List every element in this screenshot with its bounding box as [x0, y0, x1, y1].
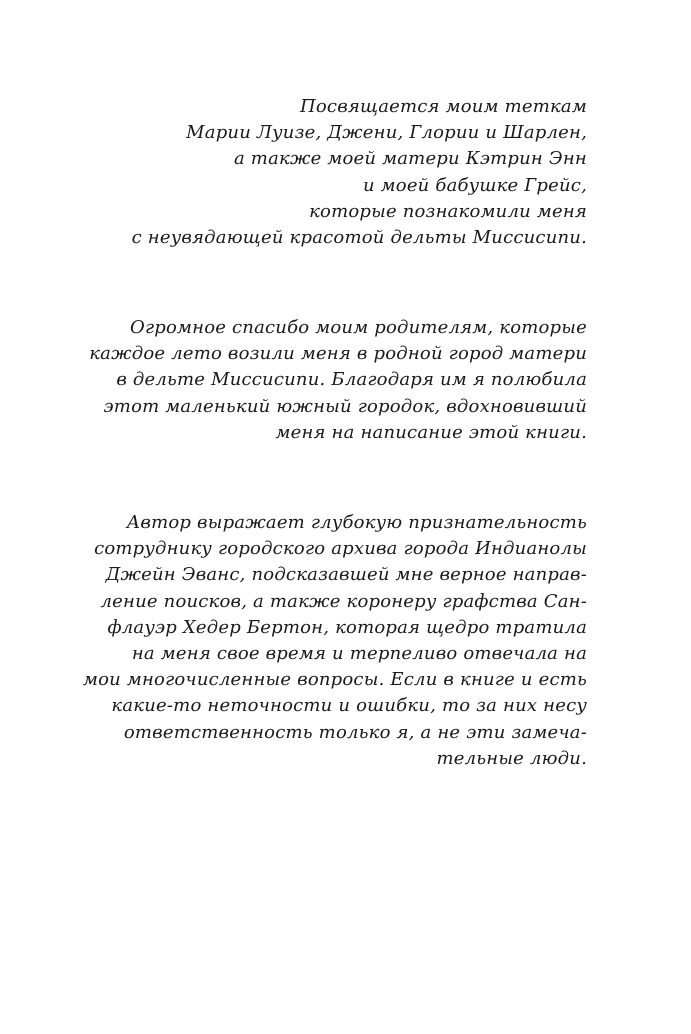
archive-acknowledgment-line: сотруднику городского архива города Индианолы	[94, 538, 587, 560]
parents-acknowledgment-line: в дельте Миссисипи. Благодаря им я полюбила	[116, 369, 587, 391]
parents-acknowledgment-line: этот маленький южный городок, вдохновивший	[103, 395, 587, 417]
parents-acknowledgment-line: каждое лето возили меня в родной город матери	[89, 343, 587, 365]
archive-acknowledgment-line: Джейн Эванс, подсказавшей мне верное направ-	[105, 564, 587, 586]
archive-acknowledgment-line: Автор выражает глубокую признательность	[126, 512, 587, 533]
dedication-line: а также моей матери Кэтрин Энн	[233, 148, 587, 170]
parents-acknowledgment-paragraph	[89, 315, 587, 446]
dedication-line: и моей бабушке Грейс,	[362, 174, 587, 196]
dedication-line: Марии Луизе, Джени, Глории и Шарлен,	[186, 122, 587, 144]
archive-acknowledgment-line: на меня свое время и терпеливо отвечала на	[131, 643, 587, 665]
dedication-line: которые познакомили меня	[309, 200, 587, 222]
dedication-paragraph	[132, 94, 587, 251]
archive-acknowledgment-line: флауэр Хедер Бертон, которая щедро тратила	[107, 616, 587, 638]
parents-acknowledgment-line: меня на написание этой книги.	[275, 421, 587, 443]
archive-acknowledgment-line: ление поисков, а также коронеру графства Сан-	[100, 590, 587, 612]
archive-acknowledgment-line: тельные люди.	[436, 747, 587, 769]
dedication-line: с неувядающей красотой дельты Миссисипи.	[131, 227, 587, 249]
parents-acknowledgment-line: Огромное спасибо моим родителям, которые	[130, 317, 587, 338]
archive-acknowledgment-line: какие-то неточности и ошибки, то за них несу	[111, 695, 587, 717]
archive-acknowledgment-line: мои многочисленные вопросы. Если в книге и есть	[83, 669, 587, 691]
dedication-line: Посвящается моим теткам	[300, 96, 587, 117]
archive-acknowledgment-paragraph	[83, 510, 587, 772]
archive-acknowledgment-line: ответственность только я, а не эти замеча-	[123, 721, 587, 743]
